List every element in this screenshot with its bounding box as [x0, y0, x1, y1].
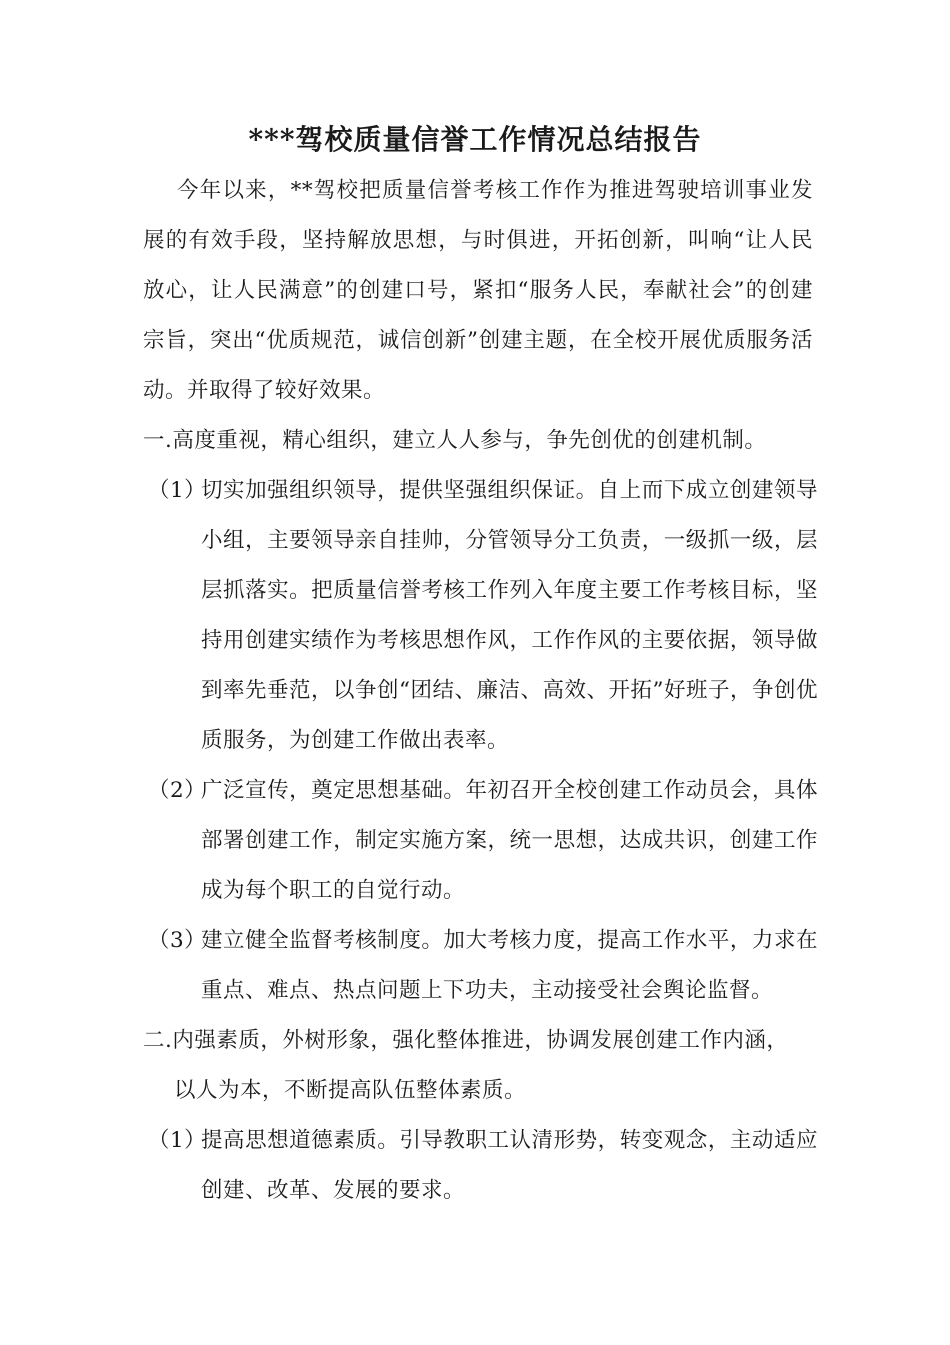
item-text: 提高思想道德素质。引导教职工认清形势，转变观念，主动适应创建、改革、发展的要求。 [201, 1128, 818, 1203]
item-text: 建立健全监督考核制度。加大考核力度，提高工作水平，力求在重点、难点、热点问题上下功夫，主动接受社会舆论监督。 [201, 928, 818, 1003]
section-1-heading: 一.高度重视，精心组织，建立人人参与，争先创优的创建机制。 [143, 428, 767, 453]
item-number: （1） [148, 478, 207, 503]
section-1-item-2 [148, 766, 818, 916]
item-number: （1） [148, 1128, 207, 1153]
item-number: （2） [148, 778, 207, 803]
item-text: 切实加强组织领导，提供坚强组织保证。自上而下成立创建领导小组，主要领导亲自挂帅，分管领导分工负责，一级抓一级，层层抓落实。把质量信誉考核工作列入年度主要工作考核目标，坚持用创建实绩作为考核思想作风，工作作风的主要依据，领导做到率先垂范，以争创“团结、廉洁、高效、开拓”好班子，争创优质服务，为创建工作做出表率。 [201, 478, 818, 753]
section-1-item-3 [148, 916, 818, 1016]
document-title: ***驾校质量信誉工作情况总结报告 [248, 123, 702, 156]
section-1-item-1 [148, 466, 818, 766]
intro-paragraph: 今年以来，**驾校把质量信誉考核工作作为推进驾驶培训事业发展的有效手段，坚持解放思想，与时俱进，开拓创新，叫响“让人民放心，让人民满意”的创建口号，紧扣“服务人民，奉献社会”的创建宗旨，突出“优质规范，诚信创新”创建主题，在全校开展优质服务活动。并取得了较好效果。 [143, 178, 813, 403]
section-2-heading-continuation: 以人为本，不断提高队伍整体素质。 [174, 1078, 527, 1103]
section-2-heading: 二.内强素质，外树形象，强化整体推进，协调发展创建工作内涵， [143, 1028, 789, 1053]
item-number: （3） [148, 928, 207, 953]
section-2-item-1 [148, 1116, 818, 1216]
item-text: 广泛宣传，奠定思想基础。年初召开全校创建工作动员会，具体部署创建工作，制定实施方案，统一思想，达成共识，创建工作成为每个职工的自觉行动。 [201, 778, 818, 903]
